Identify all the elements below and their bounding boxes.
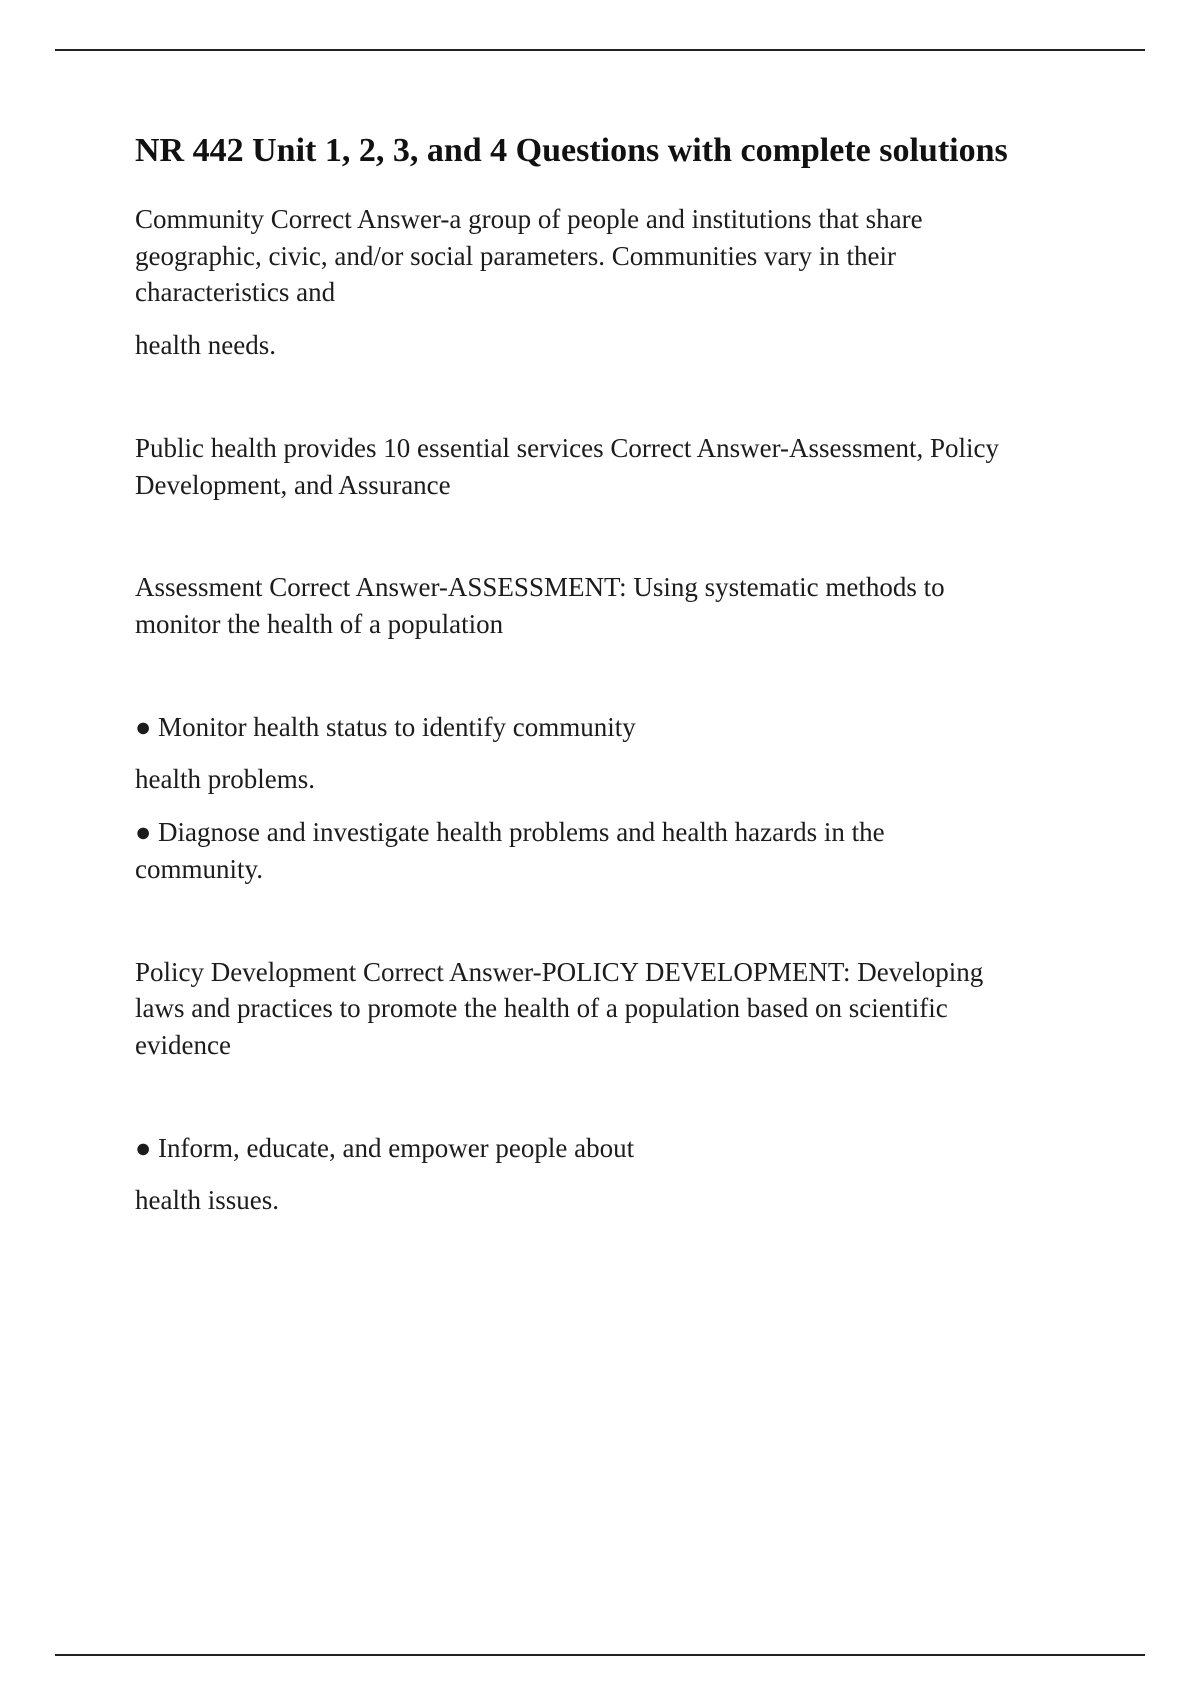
paragraph-public-health-services: Public health provides 10 essential services Correct Answer-Assessment, Policy Development, and Assurance — [135, 432, 1000, 500]
bottom-divider — [55, 1654, 1145, 1656]
paragraph-health-needs: health needs. — [135, 330, 276, 361]
page-title: NR 442 Unit 1, 2, 3, and 4 Questions with complete solutions — [135, 132, 1008, 169]
document-content — [135, 128, 1013, 1235]
paragraph-health-problems: health problems. — [135, 764, 315, 795]
paragraph-community-definition: Community Correct Answer-a group of people and institutions that share geographic, civic, and/or social parameters. Communities vary in their characteristics and — [135, 203, 923, 308]
bullet-diagnose-investigate: ● Diagnose and investigate health problems and health hazards in the community. — [135, 817, 885, 884]
paragraph-policy-development-definition: Policy Development Correct Answer-POLICY DEVELOPMENT: Developing laws and practices to promote the health of a population based on scientific evidence — [135, 956, 984, 1060]
top-divider — [55, 49, 1145, 51]
bullet-monitor-health-status: ● Monitor health status to identify community — [135, 711, 636, 742]
paragraph-health-issues: health issues. — [135, 1185, 279, 1216]
paragraph-assessment-definition: Assessment Correct Answer-ASSESSMENT: Using systematic methods to monitor the health of a population — [135, 572, 945, 639]
bullet-inform-educate-empower: ● Inform, educate, and empower people about — [135, 1132, 635, 1163]
